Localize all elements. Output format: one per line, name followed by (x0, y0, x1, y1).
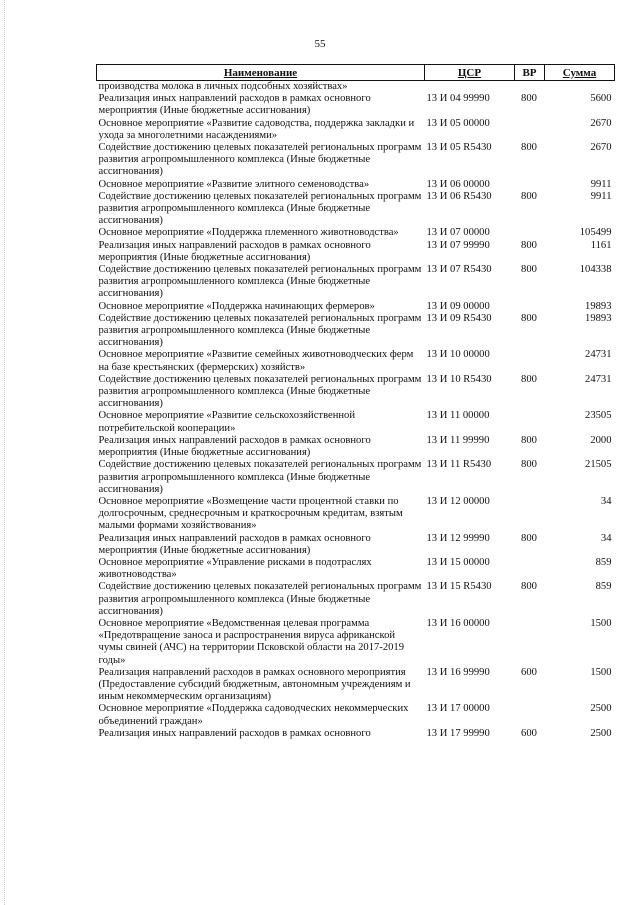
table-row (97, 142, 615, 179)
row-csr-cell: 13 И 11 R5430 (426, 459, 492, 471)
row-vr-cell: 800 (521, 239, 537, 251)
table-row (97, 410, 615, 434)
table-row (97, 81, 615, 94)
row-sum-cell: 1500 (590, 617, 612, 629)
table-row (97, 557, 615, 581)
row-vr-cell (515, 703, 545, 727)
row-csr-cell: 13 И 05 R5430 (426, 142, 492, 154)
row-name-cell: Реализация иных направлений расходов в рамках основного мероприятия (Иные бюджетные ассигнования) (98, 93, 371, 117)
row-vr-cell (515, 557, 545, 581)
row-vr-cell: 600 (521, 727, 537, 739)
row-sum-cell: 1161 (590, 239, 612, 251)
row-vr-cell: 800 (521, 459, 537, 471)
row-vr-cell: 800 (521, 434, 537, 446)
row-name-cell: Содействие достижению целевых показателей региональных программ развития агропромышленного комплекса (Иные бюджетные ассигнования) (98, 312, 422, 349)
header-row (97, 65, 615, 81)
table-row (97, 533, 615, 557)
row-sum-cell: 23505 (585, 410, 612, 422)
row-vr-cell (515, 301, 545, 313)
row-vr-cell (515, 496, 545, 533)
row-name-cell: Реализация направлений расходов в рамках основного мероприятия (Предоставление субсидий бюджетным, автономным учреждениям и иным некоммерческим организациям) (98, 666, 411, 703)
row-name-cell: Содействие достижению целевых показателей региональных программ развития агропромышленного комплекса (Иные бюджетные ассигнования) (98, 142, 422, 178)
table-row (97, 227, 615, 239)
row-sum-cell: 9911 (590, 178, 612, 190)
table-row (97, 179, 615, 191)
row-vr-cell: 800 (521, 532, 537, 544)
row-sum-cell: 34 (600, 495, 612, 507)
row-csr-cell: 13 И 12 99990 (426, 532, 490, 544)
row-csr-cell: 13 И 10 00000 (426, 349, 490, 361)
row-vr-cell: 800 (521, 581, 537, 593)
row-sum-cell: 859 (595, 556, 612, 568)
row-csr-cell: 13 И 09 00000 (426, 300, 490, 312)
row-sum-cell: 21505 (585, 459, 612, 471)
row-csr-cell: 13 И 07 R5430 (426, 264, 492, 276)
row-csr-cell: 13 И 17 00000 (426, 703, 490, 715)
row-csr-cell: 13 И 12 00000 (426, 495, 490, 507)
row-name-cell: Содействие достижению целевых показателей региональных программ развития агропромышленного комплекса (Иные бюджетные ассигнования) (98, 373, 422, 410)
row-csr-cell: 13 И 17 99990 (426, 727, 490, 739)
table-row (97, 728, 615, 740)
row-name-cell: производства молока в личных подсобных хозяйствах» (98, 81, 348, 92)
row-csr-cell: 13 И 15 R5430 (426, 581, 492, 593)
row-csr-cell: 13 И 04 99990 (426, 93, 490, 105)
row-vr-cell: 600 (521, 666, 537, 678)
row-name-cell: Содействие достижению целевых показателей региональных программ развития агропромышленного комплекса (Иные бюджетные ассигнования) (98, 264, 422, 300)
table-body (97, 81, 615, 740)
table-header (97, 65, 615, 81)
table-row (97, 240, 615, 264)
row-sum-cell: 104338 (579, 264, 612, 276)
table-row (97, 191, 615, 228)
row-vr-cell: 800 (521, 264, 537, 276)
row-name-cell: Основное мероприятие «Ведомственная целевая программа «Предотвращение заноса и распространения вируса африканской чумы свиней (АЧС) на территории Псковской области на 2017-2019 годы» (98, 617, 405, 666)
row-name-cell: Основное мероприятие «Поддержка племенного животноводства» (98, 227, 399, 239)
row-csr-cell: 13 И 11 99990 (426, 434, 490, 446)
row-sum-cell: 2670 (590, 117, 612, 129)
row-csr-cell: 13 И 06 00000 (426, 178, 490, 190)
table-row (97, 581, 615, 618)
row-vr-cell: 800 (521, 373, 537, 385)
row-name-cell: Основное мероприятие «Возмещение части процентной ставки по долгосрочным, среднесрочным и краткосрочным кредитам, взятым малыми формами хозяйствования» (98, 495, 403, 532)
row-vr-cell: 800 (521, 312, 537, 324)
row-sum-cell: 2500 (590, 727, 612, 739)
table-row (97, 703, 615, 727)
row-sum-cell: 19893 (585, 312, 612, 324)
row-name-cell: Основное мероприятие «Развитие элитного семеноводства» (98, 178, 370, 190)
table-row (97, 264, 615, 301)
row-csr-cell: 13 И 10 R5430 (426, 373, 492, 385)
row-csr-cell: 13 И 11 00000 (426, 410, 490, 422)
header-csr: ЦСР (425, 65, 515, 81)
row-name-cell: Содействие достижению целевых показателей региональных программ развития агропромышленного комплекса (Иные бюджетные ассигнования) (98, 459, 422, 495)
row-name-cell: Реализация иных направлений расходов в рамках основного мероприятия (Иные бюджетные ассигнования) (98, 239, 371, 263)
table-row (97, 118, 615, 142)
row-csr-cell: 13 И 05 00000 (426, 117, 490, 129)
header-sum: Сумма (545, 65, 615, 81)
table-row (97, 435, 615, 459)
row-name-cell: Основное мероприятие «Поддержка начинающих фермеров» (98, 300, 375, 312)
row-name-cell: Реализация иных направлений расходов в рамках основного (98, 727, 371, 739)
row-sum-cell: 9911 (590, 190, 612, 202)
row-sum-cell: 24731 (585, 349, 612, 361)
table-row (97, 667, 615, 704)
row-name-cell: Основное мероприятие «Развитие садоводства, поддержка закладки и ухода за многолетними насаждениями» (98, 117, 415, 141)
row-csr-cell: 13 И 07 99990 (426, 239, 490, 251)
row-csr-cell (425, 81, 515, 94)
row-name-cell: Основное мероприятие «Развитие сельскохозяйственной потребительской кооперации» (98, 410, 356, 434)
row-csr-cell: 13 И 09 R5430 (426, 312, 492, 324)
table-row (97, 496, 615, 533)
row-sum-cell: 2500 (590, 703, 612, 715)
row-csr-cell: 13 И 16 00000 (426, 617, 490, 629)
row-sum-cell: 19893 (585, 300, 612, 312)
row-vr-cell: 800 (521, 93, 537, 105)
row-name-cell: Основное мероприятие «Поддержка садоводческих некоммерческих объединений граждан» (98, 703, 409, 727)
row-csr-cell: 13 И 06 R5430 (426, 190, 492, 202)
table-row (97, 93, 615, 117)
row-sum-cell: 34 (600, 532, 612, 544)
row-name-cell: Основное мероприятие «Развитие семейных животноводческих ферм на базе крестьянских (фермерских) хозяйств» (98, 349, 414, 373)
row-vr-cell (515, 227, 545, 239)
header-name: Наименование (97, 65, 425, 81)
row-sum-cell: 5600 (590, 93, 612, 105)
budget-table (96, 64, 615, 740)
row-vr-cell: 800 (521, 142, 537, 154)
table-row (97, 301, 615, 313)
row-sum-cell: 2670 (590, 142, 612, 154)
row-csr-cell: 13 И 16 99990 (426, 666, 490, 678)
row-csr-cell: 13 И 15 00000 (426, 556, 490, 568)
header-vr: ВР (515, 65, 545, 81)
row-vr-cell (515, 179, 545, 191)
page-number: 55 (314, 38, 326, 50)
row-csr-cell: 13 И 07 00000 (426, 227, 490, 239)
row-name-cell: Содействие достижению целевых показателей региональных программ развития агропромышленного комплекса (Иные бюджетные ассигнования) (98, 581, 422, 617)
row-name-cell: Основное мероприятие «Управление рисками в подотраслях животноводства» (98, 556, 372, 581)
table-row (97, 313, 615, 350)
row-vr-cell (515, 618, 545, 667)
table-row (97, 349, 615, 373)
row-name-cell: Реализация иных направлений расходов в рамках основного мероприятия (Иные бюджетные ассигнования) (98, 434, 371, 459)
row-vr-cell (515, 349, 545, 373)
table-row (97, 618, 615, 667)
row-name-cell: Реализация иных направлений расходов в рамках основного мероприятия (Иные бюджетные ассигнования) (98, 532, 371, 556)
row-sum-cell: 1500 (590, 666, 612, 678)
scan-margin-line (4, 0, 6, 905)
row-sum-cell: 105499 (579, 227, 612, 239)
table-row (97, 459, 615, 496)
row-name-cell: Содействие достижению целевых показателей региональных программ развития агропромышленного комплекса (Иные бюджетные ассигнования) (98, 190, 422, 227)
row-vr-cell (515, 410, 545, 434)
row-sum-cell: 859 (595, 581, 612, 593)
row-sum-cell: 2000 (590, 434, 612, 446)
table-row (97, 374, 615, 411)
row-vr-cell (515, 118, 545, 142)
row-sum-cell: 24731 (585, 373, 612, 385)
row-vr-cell (515, 81, 545, 94)
row-sum-cell (545, 81, 615, 94)
row-vr-cell: 800 (521, 190, 537, 202)
